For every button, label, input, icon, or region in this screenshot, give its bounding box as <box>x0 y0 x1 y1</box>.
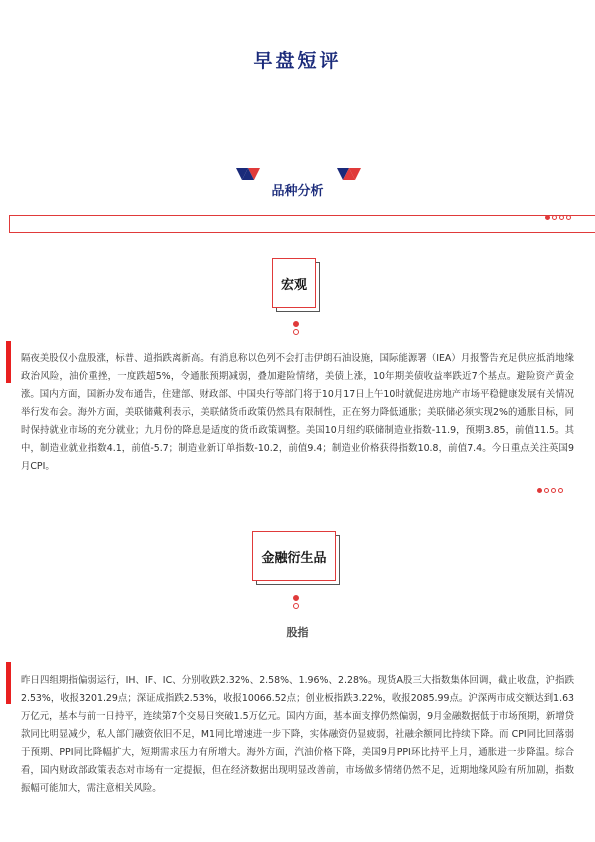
dot-icon <box>544 488 549 493</box>
macro-label: 宏观 <box>272 258 316 308</box>
dot-icon <box>545 215 550 220</box>
derivatives-paragraph: 昨日四组期指偏弱运行，IH、IF、IC、分别收跌2.32%、2.58%、1.96%、2.28%。现货A股三大指数集体回调，截止收盘，沪指跌2.53%，收报3201.29点；深证成指跌2.53%，收报10066.52点；创业板指跌3.22%，收报2085.99点。沪深两市成交额达到1.63万亿元，基本与前一日持平，连续第7个交易日突破1.5万亿元。国内方面，基本面支撑仍然偏弱，9月金融数据低于市场预期，新增贷款同比明显减少，私人部门融资依旧不足，M1同比增速进一步下降，实体融资仍显疲弱，社融余额同比持续下降。而 CPI同比回落弱于预期、PPI同比降幅扩大，短期需求压力有所增大。海外方面，汽油价格下降，美国9月PPI环比持平上月，通胀进一步降温。综合看，国内财政部政策表态对市场有一定提振，但在经济数据出现明显改善前，市场做多情绪仍然不足，近期地缘风险有所加剧，指数振幅可能加大，需注意相关风险。 <box>21 675 574 794</box>
dot-icon <box>537 488 542 493</box>
dot-icon <box>293 595 299 601</box>
macro-vertical-dots <box>293 321 299 335</box>
dot-icon <box>558 488 563 493</box>
dot-icon <box>566 215 571 220</box>
stock-index-heading: 股指 <box>286 626 309 639</box>
dot-icon <box>293 321 299 327</box>
macro-paragraph: 隔夜美股仅小盘股涨，标普、道指跌离新高。有消息称以色列不会打击伊朗石油设施，国际能源署（IEA）月报警告充足供应抵消地缘政治风险，油价重挫，一度跌超5%，令通胀预期减弱，叠加避险情绪，美债上涨，10年期美债收益率跌近7个基点。避险资产黄金涨。国内方面，国新办发布通告，住建部、财政部、中国央行等部门将于10月17日上午10时就促进房地产市场平稳健康发展有关情况举行发布会。海外方面，美联储戴利表示，美联储货币政策仍然具有限制性，正在努力降低通胀；美联储必须实现2%的通胀目标，同时保持就业市场的充分就业；九月份的降息是适度的货币政策调整。美国10月纽约联储制造业指数-11.9，预期3.85，前值11.5。其中，制造业就业指数4.1，前值-5.7；制造业新订单指数-10.2，前值9.4；制造业价格获得指数10.8，前值7.4。今日重点关注英国9月CPI。 <box>21 353 574 472</box>
dot-icon <box>559 215 564 220</box>
banner-dots <box>545 215 571 220</box>
section-heading-variety-analysis: 品种分析 <box>271 184 324 199</box>
page-title: 早盘短评 <box>253 50 342 72</box>
derivatives-vertical-dots <box>293 595 299 609</box>
derivatives-label: 金融衍生品 <box>252 531 336 581</box>
macro-label-box <box>272 258 316 308</box>
macro-accent-bar <box>6 341 11 383</box>
dot-icon <box>293 329 299 335</box>
dot-icon <box>293 603 299 609</box>
dot-icon <box>552 215 557 220</box>
dot-icon <box>551 488 556 493</box>
derivatives-accent-bar <box>6 662 11 704</box>
derivatives-label-box <box>252 531 336 581</box>
section-banner <box>9 215 595 233</box>
macro-end-dots <box>537 488 563 493</box>
